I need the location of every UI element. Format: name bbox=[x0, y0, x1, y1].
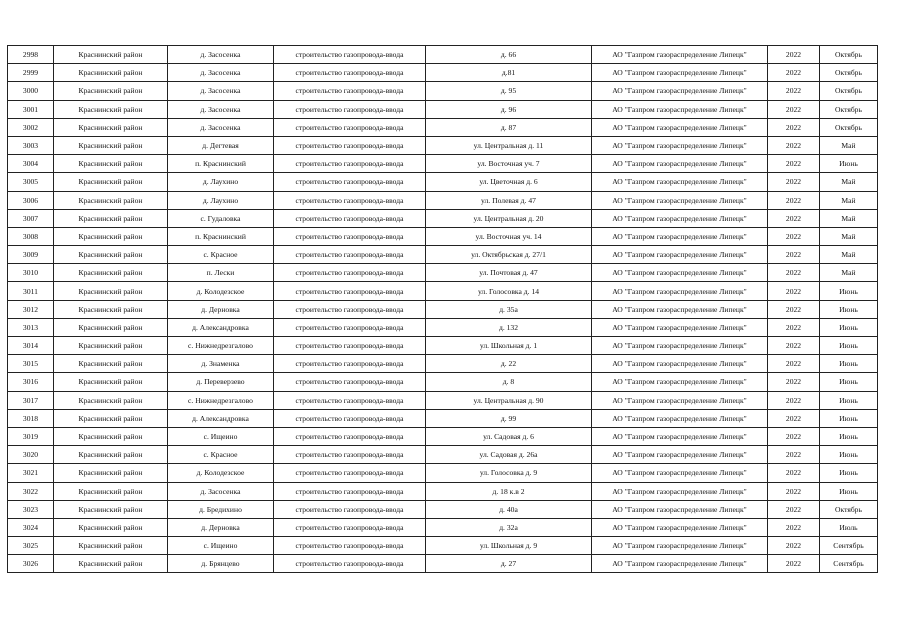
table-row bbox=[8, 391, 878, 409]
row-number-cell: 3025 bbox=[8, 537, 54, 555]
company-cell: АО "Газпром газораспределение Липецк" bbox=[592, 209, 768, 227]
work-type-cell: строительство газопровода-ввода bbox=[274, 373, 426, 391]
company-cell: АО "Газпром газораспределение Липецк" bbox=[592, 136, 768, 154]
settlement-cell: с. Нижнедрезгалово bbox=[168, 391, 274, 409]
district-cell: Краснинский район bbox=[54, 355, 168, 373]
row-number-cell: 3015 bbox=[8, 355, 54, 373]
settlement-cell: д. Дегтевая bbox=[168, 136, 274, 154]
address-cell: ул. Центральная д. 90 bbox=[426, 391, 592, 409]
table-row bbox=[8, 482, 878, 500]
settlement-cell: п. Лески bbox=[168, 264, 274, 282]
year-cell: 2022 bbox=[768, 191, 820, 209]
address-cell: ул. Почтовая д. 47 bbox=[426, 264, 592, 282]
company-cell: АО "Газпром газораспределение Липецк" bbox=[592, 282, 768, 300]
district-cell: Краснинский район bbox=[54, 209, 168, 227]
row-number-cell: 3017 bbox=[8, 391, 54, 409]
year-cell: 2022 bbox=[768, 82, 820, 100]
company-cell: АО "Газпром газораспределение Липецк" bbox=[592, 82, 768, 100]
year-cell: 2022 bbox=[768, 464, 820, 482]
month-cell: Октябрь bbox=[820, 100, 878, 118]
table-row bbox=[8, 446, 878, 464]
month-cell: Июнь bbox=[820, 337, 878, 355]
work-type-cell: строительство газопровода-ввода bbox=[274, 427, 426, 445]
year-cell: 2022 bbox=[768, 264, 820, 282]
district-cell: Краснинский район bbox=[54, 136, 168, 154]
work-type-cell: строительство газопровода-ввода bbox=[274, 246, 426, 264]
address-cell: д. 99 bbox=[426, 409, 592, 427]
table-row bbox=[8, 500, 878, 518]
settlement-cell: д. Лаухино bbox=[168, 191, 274, 209]
month-cell: Май bbox=[820, 136, 878, 154]
settlement-cell: д. Колодезское bbox=[168, 464, 274, 482]
row-number-cell: 3010 bbox=[8, 264, 54, 282]
month-cell: Июнь bbox=[820, 282, 878, 300]
settlement-cell: д. Засосенка bbox=[168, 64, 274, 82]
district-cell: Краснинский район bbox=[54, 100, 168, 118]
work-type-cell: строительство газопровода-ввода bbox=[274, 464, 426, 482]
table-row bbox=[8, 355, 878, 373]
month-cell: Июнь bbox=[820, 409, 878, 427]
year-cell: 2022 bbox=[768, 300, 820, 318]
table-row bbox=[8, 173, 878, 191]
address-cell: ул. Восточная уч. 14 bbox=[426, 227, 592, 245]
month-cell: Май bbox=[820, 227, 878, 245]
company-cell: АО "Газпром газораспределение Липецк" bbox=[592, 300, 768, 318]
month-cell: Июнь bbox=[820, 355, 878, 373]
district-cell: Краснинский район bbox=[54, 155, 168, 173]
table-row bbox=[8, 46, 878, 64]
work-type-cell: строительство газопровода-ввода bbox=[274, 227, 426, 245]
gasification-table bbox=[7, 45, 878, 573]
address-cell: д. 35а bbox=[426, 300, 592, 318]
year-cell: 2022 bbox=[768, 282, 820, 300]
address-cell: ул. Голосовка д. 14 bbox=[426, 282, 592, 300]
table-row bbox=[8, 537, 878, 555]
company-cell: АО "Газпром газораспределение Липецк" bbox=[592, 464, 768, 482]
month-cell: Октябрь bbox=[820, 500, 878, 518]
year-cell: 2022 bbox=[768, 427, 820, 445]
table-row bbox=[8, 409, 878, 427]
work-type-cell: строительство газопровода-ввода bbox=[274, 82, 426, 100]
address-cell: д. 27 bbox=[426, 555, 592, 573]
work-type-cell: строительство газопровода-ввода bbox=[274, 318, 426, 336]
table-row bbox=[8, 555, 878, 573]
month-cell: Сентябрь bbox=[820, 555, 878, 573]
address-cell: ул. Восточная уч. 7 bbox=[426, 155, 592, 173]
month-cell: Июнь bbox=[820, 155, 878, 173]
table-body bbox=[8, 46, 878, 573]
company-cell: АО "Газпром газораспределение Липецк" bbox=[592, 173, 768, 191]
company-cell: АО "Газпром газораспределение Липецк" bbox=[592, 264, 768, 282]
year-cell: 2022 bbox=[768, 537, 820, 555]
district-cell: Краснинский район bbox=[54, 555, 168, 573]
address-cell: ул. Цветочная д. 6 bbox=[426, 173, 592, 191]
address-cell: ул. Школьная д. 1 bbox=[426, 337, 592, 355]
company-cell: АО "Газпром газораспределение Липецк" bbox=[592, 427, 768, 445]
settlement-cell: с. Красное bbox=[168, 446, 274, 464]
month-cell: Июнь bbox=[820, 446, 878, 464]
row-number-cell: 3002 bbox=[8, 118, 54, 136]
month-cell: Октябрь bbox=[820, 118, 878, 136]
settlement-cell: д. Бредихино bbox=[168, 500, 274, 518]
work-type-cell: строительство газопровода-ввода bbox=[274, 555, 426, 573]
row-number-cell: 3004 bbox=[8, 155, 54, 173]
settlement-cell: д. Засосенка bbox=[168, 100, 274, 118]
work-type-cell: строительство газопровода-ввода bbox=[274, 391, 426, 409]
address-cell: д. 18 к.в 2 bbox=[426, 482, 592, 500]
row-number-cell: 3011 bbox=[8, 282, 54, 300]
work-type-cell: строительство газопровода-ввода bbox=[274, 100, 426, 118]
year-cell: 2022 bbox=[768, 209, 820, 227]
district-cell: Краснинский район bbox=[54, 337, 168, 355]
month-cell: Май bbox=[820, 191, 878, 209]
work-type-cell: строительство газопровода-ввода bbox=[274, 409, 426, 427]
address-cell: д. 40а bbox=[426, 500, 592, 518]
address-cell: д. 32а bbox=[426, 518, 592, 536]
company-cell: АО "Газпром газораспределение Липецк" bbox=[592, 337, 768, 355]
work-type-cell: строительство газопровода-ввода bbox=[274, 300, 426, 318]
month-cell: Июнь bbox=[820, 318, 878, 336]
address-cell: ул. Октябрьская д. 27/1 bbox=[426, 246, 592, 264]
month-cell: Октябрь bbox=[820, 82, 878, 100]
year-cell: 2022 bbox=[768, 355, 820, 373]
company-cell: АО "Газпром газораспределение Липецк" bbox=[592, 373, 768, 391]
work-type-cell: строительство газопровода-ввода bbox=[274, 446, 426, 464]
district-cell: Краснинский район bbox=[54, 409, 168, 427]
company-cell: АО "Газпром газораспределение Липецк" bbox=[592, 446, 768, 464]
year-cell: 2022 bbox=[768, 46, 820, 64]
address-cell: д.81 bbox=[426, 64, 592, 82]
table-row bbox=[8, 300, 878, 318]
row-number-cell: 3013 bbox=[8, 318, 54, 336]
company-cell: АО "Газпром газораспределение Липецк" bbox=[592, 246, 768, 264]
month-cell: Июль bbox=[820, 518, 878, 536]
table-row bbox=[8, 82, 878, 100]
address-cell: д. 95 bbox=[426, 82, 592, 100]
address-cell: д. 96 bbox=[426, 100, 592, 118]
district-cell: Краснинский район bbox=[54, 173, 168, 191]
company-cell: АО "Газпром газораспределение Липецк" bbox=[592, 64, 768, 82]
year-cell: 2022 bbox=[768, 227, 820, 245]
row-number-cell: 3001 bbox=[8, 100, 54, 118]
year-cell: 2022 bbox=[768, 337, 820, 355]
row-number-cell: 3008 bbox=[8, 227, 54, 245]
row-number-cell: 3020 bbox=[8, 446, 54, 464]
month-cell: Июнь bbox=[820, 464, 878, 482]
company-cell: АО "Газпром газораспределение Липецк" bbox=[592, 500, 768, 518]
settlement-cell: д. Засосенка bbox=[168, 482, 274, 500]
table-row bbox=[8, 246, 878, 264]
settlement-cell: д. Брянцево bbox=[168, 555, 274, 573]
table-row bbox=[8, 373, 878, 391]
settlement-cell: д. Засосенка bbox=[168, 118, 274, 136]
month-cell: Октябрь bbox=[820, 64, 878, 82]
month-cell: Октябрь bbox=[820, 46, 878, 64]
month-cell: Июнь bbox=[820, 300, 878, 318]
year-cell: 2022 bbox=[768, 482, 820, 500]
row-number-cell: 3019 bbox=[8, 427, 54, 445]
row-number-cell: 2999 bbox=[8, 64, 54, 82]
year-cell: 2022 bbox=[768, 555, 820, 573]
row-number-cell: 3021 bbox=[8, 464, 54, 482]
row-number-cell: 3023 bbox=[8, 500, 54, 518]
work-type-cell: строительство газопровода-ввода bbox=[274, 155, 426, 173]
company-cell: АО "Газпром газораспределение Липецк" bbox=[592, 537, 768, 555]
year-cell: 2022 bbox=[768, 446, 820, 464]
work-type-cell: строительство газопровода-ввода bbox=[274, 64, 426, 82]
settlement-cell: д. Знаменка bbox=[168, 355, 274, 373]
table-row bbox=[8, 191, 878, 209]
row-number-cell: 3003 bbox=[8, 136, 54, 154]
row-number-cell: 3009 bbox=[8, 246, 54, 264]
settlement-cell: д. Лаухино bbox=[168, 173, 274, 191]
district-cell: Краснинский район bbox=[54, 300, 168, 318]
settlement-cell: д. Переверзево bbox=[168, 373, 274, 391]
work-type-cell: строительство газопровода-ввода bbox=[274, 173, 426, 191]
work-type-cell: строительство газопровода-ввода bbox=[274, 191, 426, 209]
settlement-cell: с. Нижнедрезгалово bbox=[168, 337, 274, 355]
company-cell: АО "Газпром газораспределение Липецк" bbox=[592, 155, 768, 173]
district-cell: Краснинский район bbox=[54, 46, 168, 64]
year-cell: 2022 bbox=[768, 64, 820, 82]
month-cell: Июнь bbox=[820, 482, 878, 500]
company-cell: АО "Газпром газораспределение Липецк" bbox=[592, 46, 768, 64]
work-type-cell: строительство газопровода-ввода bbox=[274, 537, 426, 555]
district-cell: Краснинский район bbox=[54, 318, 168, 336]
work-type-cell: строительство газопровода-ввода bbox=[274, 46, 426, 64]
district-cell: Краснинский район bbox=[54, 264, 168, 282]
company-cell: АО "Газпром газораспределение Липецк" bbox=[592, 100, 768, 118]
work-type-cell: строительство газопровода-ввода bbox=[274, 518, 426, 536]
company-cell: АО "Газпром газораспределение Липецк" bbox=[592, 391, 768, 409]
address-cell: ул. Голосовка д. 9 bbox=[426, 464, 592, 482]
company-cell: АО "Газпром газораспределение Липецк" bbox=[592, 555, 768, 573]
year-cell: 2022 bbox=[768, 500, 820, 518]
table-row bbox=[8, 337, 878, 355]
year-cell: 2022 bbox=[768, 246, 820, 264]
district-cell: Краснинский район bbox=[54, 537, 168, 555]
company-cell: АО "Газпром газораспределение Липецк" bbox=[592, 227, 768, 245]
settlement-cell: д. Колодезское bbox=[168, 282, 274, 300]
company-cell: АО "Газпром газораспределение Липецк" bbox=[592, 409, 768, 427]
district-cell: Краснинский район bbox=[54, 464, 168, 482]
settlement-cell: с. Красное bbox=[168, 246, 274, 264]
month-cell: Июнь bbox=[820, 391, 878, 409]
district-cell: Краснинский район bbox=[54, 227, 168, 245]
work-type-cell: строительство газопровода-ввода bbox=[274, 209, 426, 227]
row-number-cell: 3016 bbox=[8, 373, 54, 391]
district-cell: Краснинский район bbox=[54, 373, 168, 391]
district-cell: Краснинский район bbox=[54, 446, 168, 464]
address-cell: д. 22 bbox=[426, 355, 592, 373]
settlement-cell: д. Александровка bbox=[168, 409, 274, 427]
address-cell: ул. Полевая д. 47 bbox=[426, 191, 592, 209]
year-cell: 2022 bbox=[768, 518, 820, 536]
address-cell: ул. Центральная д. 11 bbox=[426, 136, 592, 154]
work-type-cell: строительство газопровода-ввода bbox=[274, 136, 426, 154]
table-row bbox=[8, 318, 878, 336]
year-cell: 2022 bbox=[768, 373, 820, 391]
settlement-cell: с. Ищеино bbox=[168, 427, 274, 445]
district-cell: Краснинский район bbox=[54, 191, 168, 209]
table-row bbox=[8, 100, 878, 118]
district-cell: Краснинский район bbox=[54, 82, 168, 100]
table-row bbox=[8, 227, 878, 245]
settlement-cell: с. Ищеино bbox=[168, 537, 274, 555]
row-number-cell: 2998 bbox=[8, 46, 54, 64]
table-row bbox=[8, 209, 878, 227]
settlement-cell: п. Краснинский bbox=[168, 155, 274, 173]
company-cell: АО "Газпром газораспределение Липецк" bbox=[592, 191, 768, 209]
work-type-cell: строительство газопровода-ввода bbox=[274, 337, 426, 355]
company-cell: АО "Газпром газораспределение Липецк" bbox=[592, 518, 768, 536]
district-cell: Краснинский район bbox=[54, 64, 168, 82]
table-row bbox=[8, 518, 878, 536]
row-number-cell: 3007 bbox=[8, 209, 54, 227]
settlement-cell: д. Дерновка bbox=[168, 518, 274, 536]
work-type-cell: строительство газопровода-ввода bbox=[274, 500, 426, 518]
row-number-cell: 3005 bbox=[8, 173, 54, 191]
district-cell: Краснинский район bbox=[54, 482, 168, 500]
month-cell: Июнь bbox=[820, 427, 878, 445]
row-number-cell: 3018 bbox=[8, 409, 54, 427]
row-number-cell: 3024 bbox=[8, 518, 54, 536]
district-cell: Краснинский район bbox=[54, 500, 168, 518]
district-cell: Краснинский район bbox=[54, 427, 168, 445]
row-number-cell: 3000 bbox=[8, 82, 54, 100]
table-row bbox=[8, 427, 878, 445]
year-cell: 2022 bbox=[768, 155, 820, 173]
address-cell: ул. Садовая д. 26а bbox=[426, 446, 592, 464]
work-type-cell: строительство газопровода-ввода bbox=[274, 355, 426, 373]
district-cell: Краснинский район bbox=[54, 518, 168, 536]
month-cell: Май bbox=[820, 246, 878, 264]
month-cell: Июнь bbox=[820, 373, 878, 391]
table-row bbox=[8, 118, 878, 136]
month-cell: Май bbox=[820, 209, 878, 227]
year-cell: 2022 bbox=[768, 391, 820, 409]
row-number-cell: 3006 bbox=[8, 191, 54, 209]
address-cell: д. 8 bbox=[426, 373, 592, 391]
row-number-cell: 3012 bbox=[8, 300, 54, 318]
year-cell: 2022 bbox=[768, 409, 820, 427]
settlement-cell: д. Засосенка bbox=[168, 46, 274, 64]
settlement-cell: д. Дерновка bbox=[168, 300, 274, 318]
address-cell: ул. Центральная д. 20 bbox=[426, 209, 592, 227]
company-cell: АО "Газпром газораспределение Липецк" bbox=[592, 482, 768, 500]
work-type-cell: строительство газопровода-ввода bbox=[274, 282, 426, 300]
table-row bbox=[8, 464, 878, 482]
company-cell: АО "Газпром газораспределение Липецк" bbox=[592, 118, 768, 136]
table-row bbox=[8, 264, 878, 282]
work-type-cell: строительство газопровода-ввода bbox=[274, 264, 426, 282]
year-cell: 2022 bbox=[768, 173, 820, 191]
year-cell: 2022 bbox=[768, 118, 820, 136]
company-cell: АО "Газпром газораспределение Липецк" bbox=[592, 318, 768, 336]
table-row bbox=[8, 155, 878, 173]
address-cell: д. 66 bbox=[426, 46, 592, 64]
address-cell: ул. Садовая д. 6 bbox=[426, 427, 592, 445]
settlement-cell: д. Александровка bbox=[168, 318, 274, 336]
year-cell: 2022 bbox=[768, 100, 820, 118]
work-type-cell: строительство газопровода-ввода bbox=[274, 482, 426, 500]
district-cell: Краснинский район bbox=[54, 246, 168, 264]
address-cell: д. 87 bbox=[426, 118, 592, 136]
year-cell: 2022 bbox=[768, 318, 820, 336]
month-cell: Сентябрь bbox=[820, 537, 878, 555]
settlement-cell: с. Гудаловка bbox=[168, 209, 274, 227]
company-cell: АО "Газпром газораспределение Липецк" bbox=[592, 355, 768, 373]
table-row bbox=[8, 282, 878, 300]
table-row bbox=[8, 136, 878, 154]
table-row bbox=[8, 64, 878, 82]
month-cell: Май bbox=[820, 173, 878, 191]
row-number-cell: 3022 bbox=[8, 482, 54, 500]
settlement-cell: п. Краснинский bbox=[168, 227, 274, 245]
settlement-cell: д. Засосенка bbox=[168, 82, 274, 100]
row-number-cell: 3014 bbox=[8, 337, 54, 355]
district-cell: Краснинский район bbox=[54, 118, 168, 136]
address-cell: ул. Школьная д. 9 bbox=[426, 537, 592, 555]
year-cell: 2022 bbox=[768, 136, 820, 154]
district-cell: Краснинский район bbox=[54, 391, 168, 409]
month-cell: Май bbox=[820, 264, 878, 282]
row-number-cell: 3026 bbox=[8, 555, 54, 573]
address-cell: д. 132 bbox=[426, 318, 592, 336]
work-type-cell: строительство газопровода-ввода bbox=[274, 118, 426, 136]
district-cell: Краснинский район bbox=[54, 282, 168, 300]
